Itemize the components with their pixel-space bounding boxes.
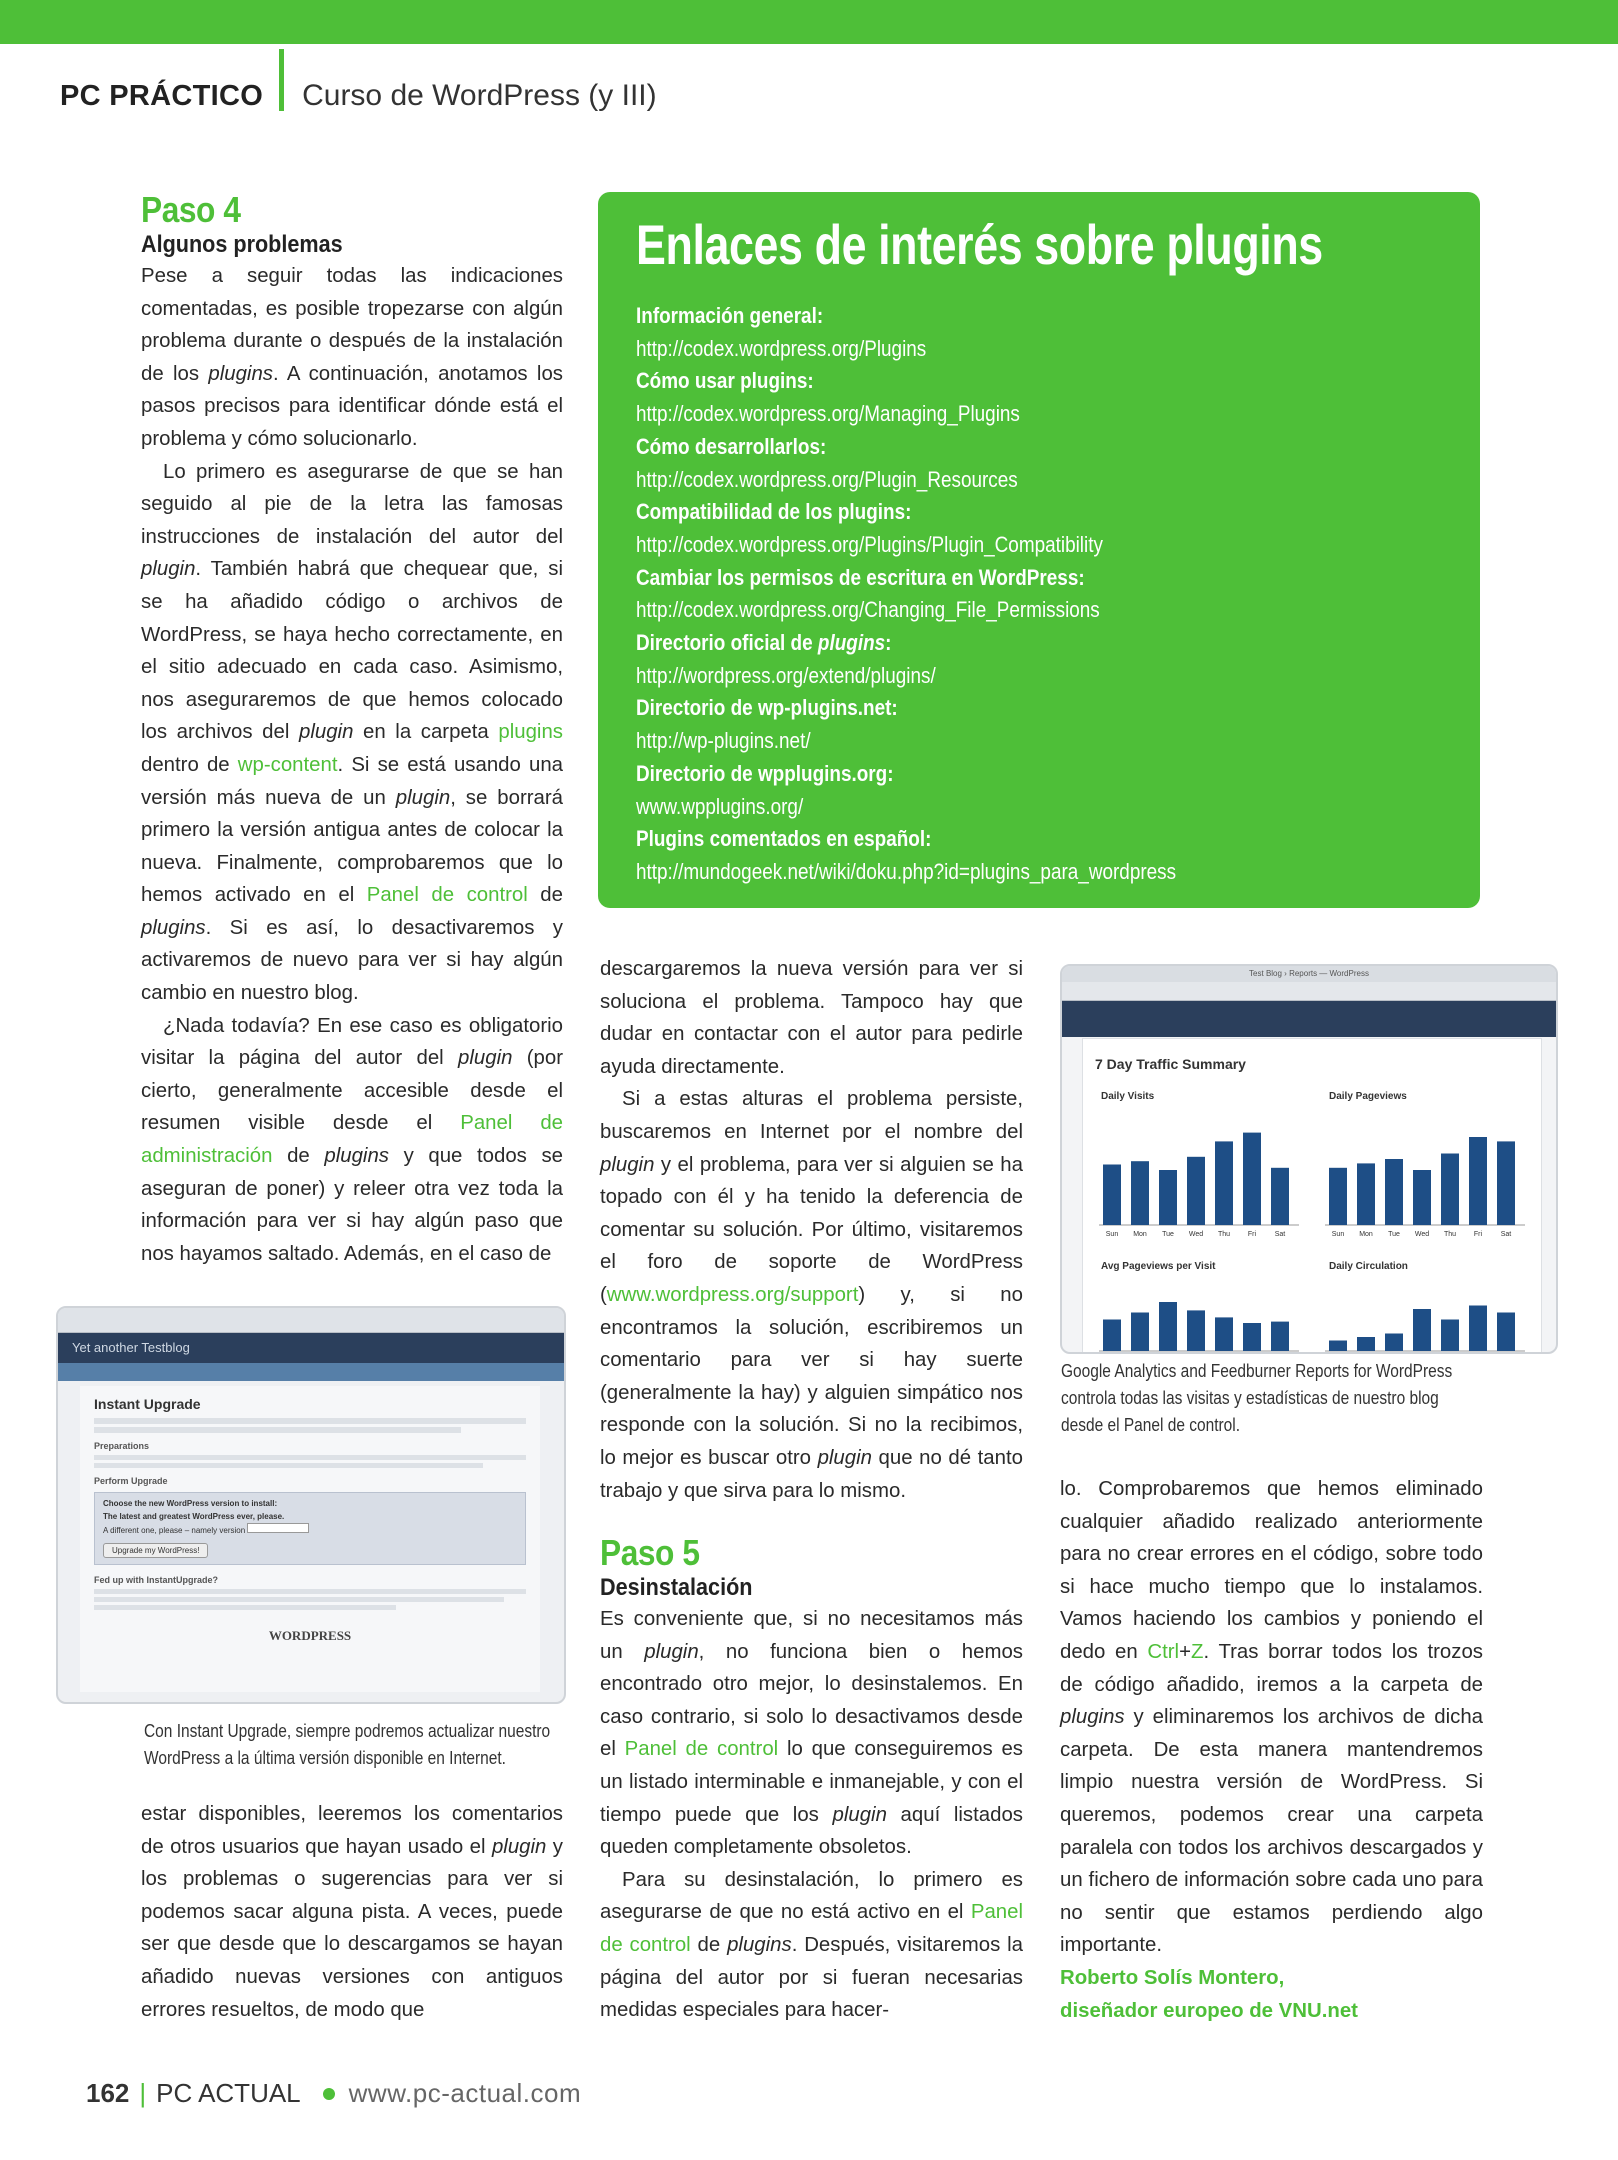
chart-bar bbox=[1469, 1137, 1487, 1225]
figure2-caption: Google Analytics and Feedburner Reports for WordPress controla todas las visitas y estadísticas de nuestro blog desde el Panel de control. bbox=[1061, 1361, 1453, 1435]
summary-title: 7 Day Traffic Summary bbox=[1095, 1056, 1246, 1072]
browser-toolbar bbox=[1062, 982, 1556, 1001]
paragraph: estar disponibles, leeremos los comentarios de otros usuarios que hayan usado el plugin y los problemas o sugerencias para ver si podemos sacar alguna pista. A veces, puede ser que desde que lo descargamos se hayan añadido nuevas versiones con antiguos errores resueltos, de modo que bbox=[141, 1803, 563, 2021]
paso4-title: Paso 4 bbox=[141, 189, 241, 230]
chart-day-label: Tue bbox=[1388, 1231, 1400, 1238]
ctrl-key: Ctrl bbox=[1147, 1640, 1180, 1663]
link-url[interactable]: www.wpplugins.org/ bbox=[636, 793, 804, 819]
report-panel bbox=[1082, 1038, 1542, 1354]
link-url[interactable]: http://mundogeek.net/wiki/doku.php?id=plugins_para_wordpress bbox=[636, 858, 1177, 884]
page-footer bbox=[86, 2078, 581, 2109]
reports-screenshot bbox=[1060, 964, 1558, 1354]
chart-bar bbox=[1357, 1337, 1375, 1351]
chart-bar bbox=[1329, 1341, 1347, 1352]
link-url[interactable]: http://codex.wordpress.org/Plugin_Resources bbox=[636, 466, 1018, 492]
chart-bar bbox=[1187, 1310, 1205, 1351]
paso5-subtitle: Desinstalación bbox=[600, 1574, 753, 1602]
column-left bbox=[141, 190, 563, 1270]
link-url[interactable]: http://codex.wordpress.org/Plugins/Plugin_Compatibility bbox=[636, 531, 1103, 557]
link-url[interactable]: http://codex.wordpress.org/Plugins bbox=[636, 335, 927, 361]
wordpress-logo: WORDPRESS bbox=[268, 1628, 352, 1643]
chart-bar bbox=[1159, 1170, 1177, 1225]
upgrade-heading: Instant Upgrade bbox=[94, 1396, 201, 1412]
bullet-icon bbox=[323, 2088, 335, 2100]
chart-bar bbox=[1385, 1334, 1403, 1352]
panel-control-term: Panel de control bbox=[600, 1901, 1023, 1957]
chart-day-label: Mon bbox=[1359, 1231, 1373, 1238]
chart-bar bbox=[1271, 1168, 1289, 1225]
paragraph: descargaremos la nueva versión para ver si soluciona el problema. Tampoco hay que dudar en contactar con el autor para pedirle ayuda directamente. bbox=[600, 958, 1023, 1078]
chart-bar bbox=[1243, 1323, 1261, 1351]
link-url[interactable]: http://codex.wordpress.org/Managing_Plugins bbox=[636, 401, 1020, 427]
support-link[interactable]: www.wordpress.org/support bbox=[606, 1283, 859, 1306]
upgrade-panel: Instant Upgrade Preparations Perform Upgrade Choose the new WordPress version to install: The latest and greatest WordPress ever, please. A different one, please – namely version Upgrade my WordPress! Fed up with InstantUpgrade? WORDPRESS bbox=[80, 1386, 540, 1692]
browser-toolbar bbox=[58, 1308, 564, 1333]
upgrade-button: Upgrade my WordPress! bbox=[103, 1543, 208, 1558]
link-label: Información general: bbox=[636, 303, 824, 328]
section-label: PC PRÁCTICO bbox=[60, 79, 264, 112]
course-title: Curso de WordPress (y III) bbox=[302, 79, 657, 112]
column-left-bottom bbox=[141, 1798, 563, 2026]
chart-day-label: Wed bbox=[1414, 1231, 1430, 1238]
wp-admin-menu bbox=[1062, 1001, 1556, 1037]
chart-day-label: Sun bbox=[1105, 1231, 1119, 1238]
panel-control-term: Panel de control bbox=[366, 884, 528, 907]
links-box bbox=[598, 192, 1480, 908]
magazine-url[interactable]: www.pc-actual.com bbox=[348, 2078, 582, 2108]
chart-bar bbox=[1441, 1320, 1459, 1352]
column-right bbox=[1060, 1473, 1483, 2027]
chart-day-label: Thu bbox=[1443, 1231, 1457, 1238]
chart-bar bbox=[1103, 1320, 1121, 1352]
folder-wp-content: wp-content bbox=[237, 753, 338, 776]
paragraph: Para su desinstalación, lo primero es asegurarse de que no está activo en el Panel de control de plugins. Después, visitaremos la página del autor por si fueran necesarias medidas especiales para hacer- bbox=[600, 1868, 1023, 2022]
panel-title: Daily Visits bbox=[1101, 1091, 1155, 1102]
paragraph: Es conveniente que, si no necesitamos más un plugin, no funciona bien o hemos encontrado otro mejor, lo desinstalemos. En caso contrario, si solo lo desactivamos desde el Panel de control lo que conseguiremos es un listado interminable e inmanejable, y con el tiempo puede que los plugin aquí listados queden completamente obsoletos. bbox=[600, 1608, 1023, 1859]
chart-day-label: Mon bbox=[1133, 1231, 1147, 1238]
chart-day-label: Sat bbox=[1500, 1231, 1512, 1238]
paragraph: ¿Nada todavía? En ese caso es obligatorio visitar la página del autor del plugin (por cierto, generalmente accesible desde el resumen visible desde el Panel de administración de plugins y que todos se aseguran de poner) y releer otra vez toda la información para ver si hay algún paso que nos hayamos saltado. Además, en el caso de bbox=[141, 1014, 564, 1265]
chart-bar bbox=[1271, 1322, 1289, 1351]
chart-bar bbox=[1413, 1309, 1431, 1351]
chart-bar bbox=[1215, 1317, 1233, 1351]
chart-bar bbox=[1497, 1141, 1515, 1225]
links-list bbox=[636, 300, 1456, 889]
magazine-name: PC ACTUAL bbox=[156, 2078, 301, 2108]
link-url[interactable]: http://wp-plugins.net/ bbox=[636, 728, 811, 754]
wp-admin-header: Yet another Testblog bbox=[58, 1333, 564, 1363]
reports-svg bbox=[1083, 1039, 1541, 1353]
chart-bar bbox=[1441, 1154, 1459, 1226]
panel-control-term: Panel de control bbox=[624, 1738, 779, 1761]
panel-title: Avg Pageviews per Visit bbox=[1101, 1261, 1216, 1272]
header-divider bbox=[279, 49, 284, 111]
chart-day-label: Thu bbox=[1217, 1231, 1231, 1238]
z-key: Z bbox=[1191, 1640, 1204, 1663]
chart-bar bbox=[1329, 1168, 1347, 1225]
paragraph: Si a estas alturas el problema persiste, buscaremos en Internet por el nombre del plugin y el problema, para ver si alguien se ha topado con él y ha tenido la deferencia de comentar su solución. Por último, visitaremos el foro de soporte de WordPress (www.wordpress.org/support) y, si no encontramos la solución, escribiremos un comentario para ver si hay suerte (generalmente la hay) y alguien simpático nos responde con la solución. Si no la recibimos, lo mejor es buscar otro plugin que no dé tanto trabajo y que sirva para lo mismo. bbox=[600, 1088, 1023, 1502]
folder-plugins: plugins bbox=[498, 721, 563, 744]
paso4-subtitle: Algunos problemas bbox=[141, 231, 343, 258]
wp-admin-menu bbox=[58, 1363, 564, 1381]
author-role: diseñador europeo de VNU.net bbox=[1060, 1999, 1358, 2022]
chart-day-label: Fri bbox=[1473, 1231, 1483, 1238]
link-url[interactable]: http://wordpress.org/extend/plugins/ bbox=[636, 662, 936, 688]
link-label: Compatibilidad de los plugins: bbox=[636, 499, 912, 525]
running-header bbox=[60, 78, 657, 114]
link-label: Directorio de wp-plugins.net: bbox=[636, 695, 898, 721]
figure1-caption: Con Instant Upgrade, siempre podremos actualizar nuestro WordPress a la última versión disponible en Internet. bbox=[144, 1721, 551, 1768]
window-title: Test Blog › Reports — WordPress bbox=[1062, 966, 1556, 982]
page-number: 162 bbox=[86, 2078, 130, 2108]
chart-bar bbox=[1357, 1163, 1375, 1225]
panel-title: Daily Pageviews bbox=[1329, 1091, 1407, 1102]
link-label: Cambiar los permisos de escritura en WordPress: bbox=[636, 564, 1085, 590]
link-label: Directorio de wpplugins.org: bbox=[636, 760, 894, 786]
panel-admin-term: Panel de administración bbox=[141, 1112, 563, 1168]
chart-day-label: Sun bbox=[1331, 1231, 1345, 1238]
chart-bar bbox=[1187, 1157, 1205, 1225]
chart-bar bbox=[1385, 1159, 1403, 1225]
chart-bar bbox=[1243, 1133, 1261, 1225]
author-name: Roberto Solís Montero, bbox=[1060, 1966, 1285, 1989]
paso5-title: Paso 5 bbox=[600, 1532, 700, 1574]
instant-upgrade-screenshot bbox=[56, 1306, 566, 1704]
chart-bar bbox=[1497, 1313, 1515, 1352]
top-green-band bbox=[0, 0, 1618, 44]
chart-day-label: Tue bbox=[1162, 1231, 1174, 1238]
chart-bar bbox=[1413, 1170, 1431, 1225]
chart-day-label: Wed bbox=[1188, 1231, 1204, 1238]
column-middle bbox=[600, 953, 1023, 2027]
paragraph: Lo primero es asegurarse de que se han seguido al pie de la letra las famosas instrucciones de instalación del autor del plugin. También habrá que chequear que, si se ha añadido código o archivos de WordPress, se haya hecho correctamente, en el sitio adecuado en cada caso. Asimismo, nos aseguraremos de que hemos colocado los archivos del plugin en la carpeta plugins dentro de wp-content. Si se está usando una versión más nueva de un plugin, se borrará primero la versión antigua antes de colocar la nueva. Finalmente, comprobaremos que lo hemos activado en el Panel de control de plugins. Si es así, lo desactivaremos y activaremos de nuevo para ver si hay algún cambio en nuestro blog. bbox=[141, 460, 564, 1005]
chart-day-label: Fri bbox=[1247, 1231, 1257, 1238]
link-label: Plugins comentados en español: bbox=[636, 826, 932, 852]
chart-bar bbox=[1215, 1141, 1233, 1225]
paragraph: Pese a seguir todas las indicaciones comentadas, es posible tropezarse con algún problema durante o después de la instalación de los plugins. A continuación, anotamos los pasos precisos para identificar dónde está el problema y cómo solucionarlo. bbox=[141, 265, 563, 450]
link-label: Directorio oficial de plugins: bbox=[636, 630, 892, 656]
chart-bar bbox=[1131, 1161, 1149, 1225]
chart-bar bbox=[1131, 1313, 1149, 1352]
link-url[interactable]: http://codex.wordpress.org/Changing_File_Permissions bbox=[636, 597, 1100, 623]
paragraph: lo. Comprobaremos que hemos eliminado cualquier añadido realizado anteriormente para no crear errores en el código, sobre todo si hace mucho tiempo que lo instalamos. Vamos haciendo los cambios y poniendo el dedo en Ctrl+Z. Tras borrar todos los trozos de código añadido, iremos a la carpeta de plugins y eliminaremos los archivos de dicha carpeta. De esta manera mantendremos limpio nuestra versión de WordPress. Si queremos, podemos crear una carpeta paralela con todos los archivos descargados y un fichero de información sobre cada uno para no sentir que estamos perdiendo algo importante. bbox=[1060, 1478, 1483, 1957]
links-box-title: Enlaces de interés sobre plugins bbox=[636, 213, 1323, 276]
link-label: Cómo usar plugins: bbox=[636, 368, 814, 394]
panel-title: Daily Circulation bbox=[1329, 1261, 1408, 1272]
chart-day-label: Sat bbox=[1274, 1231, 1286, 1238]
link-label: Cómo desarrollarlos: bbox=[636, 433, 827, 459]
footer-separator: | bbox=[139, 2078, 147, 2108]
chart-bar bbox=[1103, 1165, 1121, 1226]
chart-bar bbox=[1469, 1306, 1487, 1352]
chart-bar bbox=[1159, 1302, 1177, 1351]
